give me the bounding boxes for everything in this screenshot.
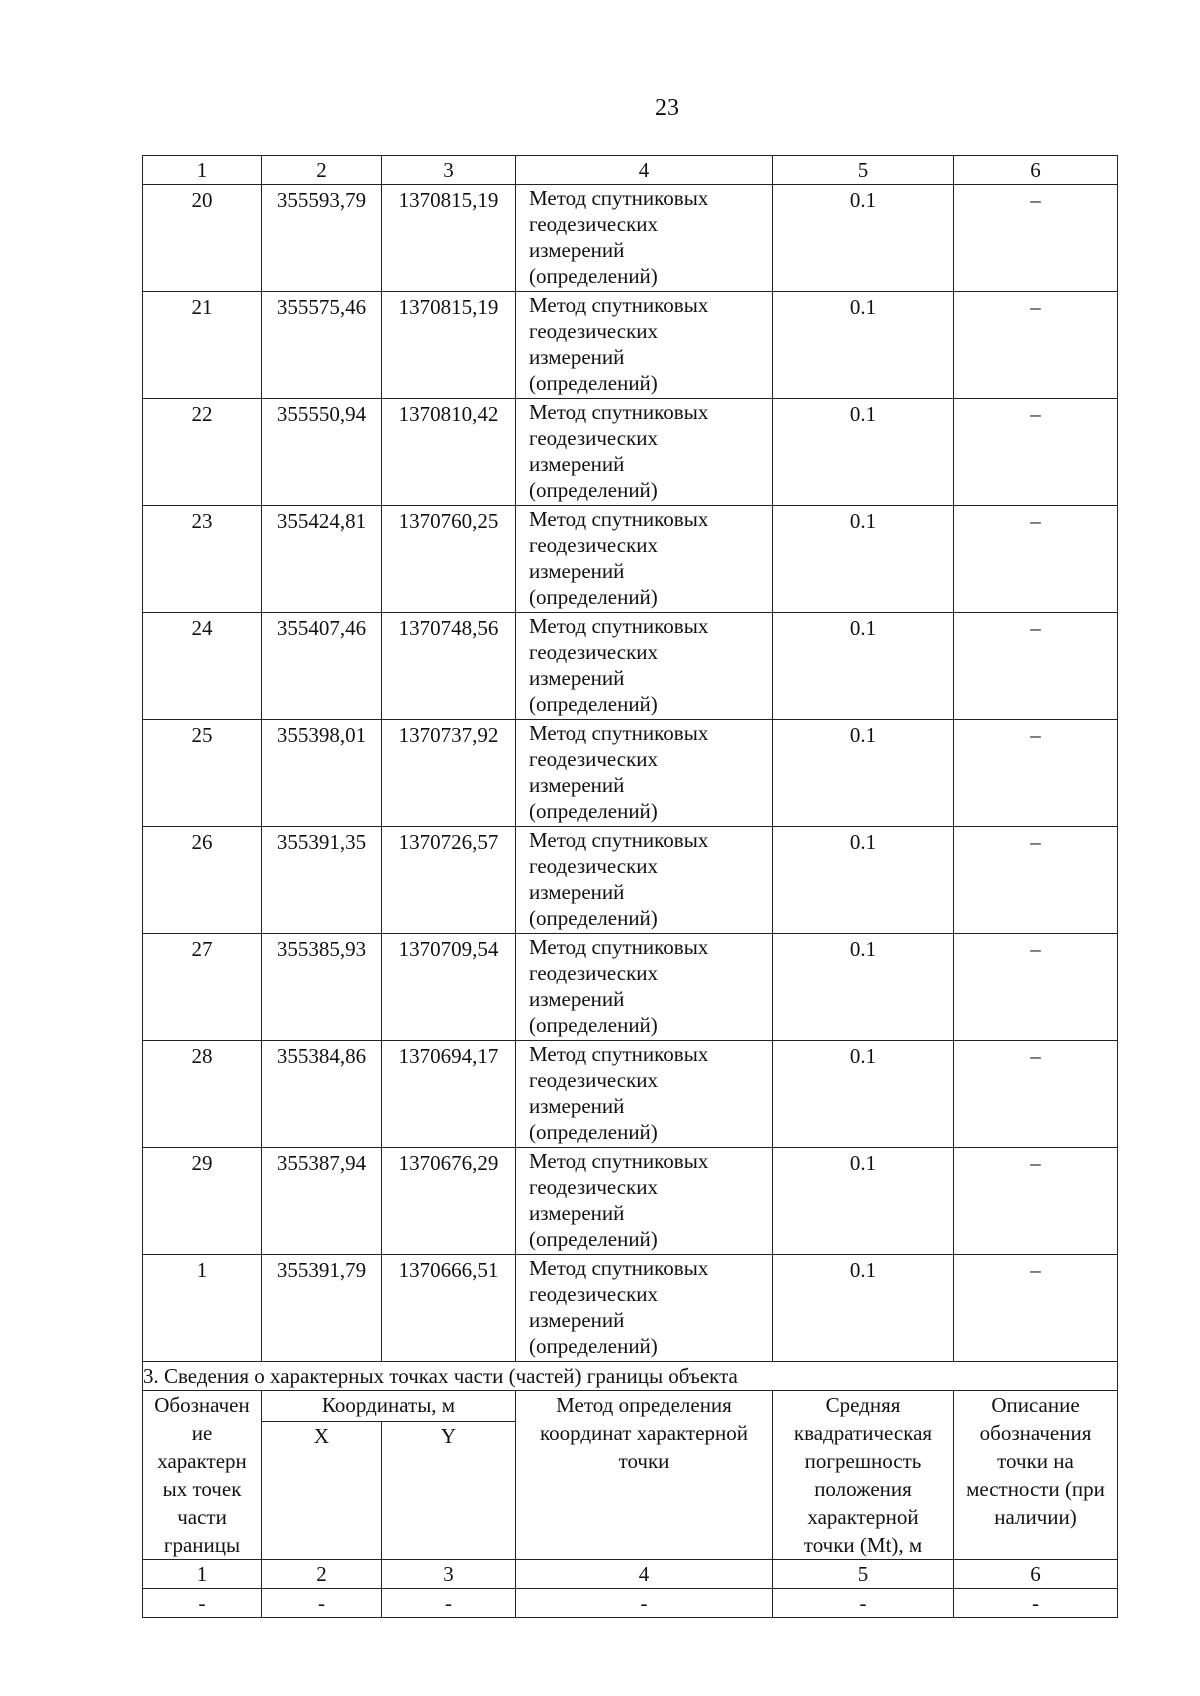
text-line: погрешность xyxy=(804,1449,922,1473)
section-3-col-number: 3 xyxy=(382,1560,516,1589)
point-number-cell: 25 xyxy=(143,720,262,827)
text-line: геодезических xyxy=(529,426,659,450)
text-line: (определений) xyxy=(529,1227,658,1251)
text-line: (определений) xyxy=(529,692,658,716)
point-number-cell: 20 xyxy=(143,185,262,292)
text-line: Метод спутниковых xyxy=(529,1149,709,1173)
text-line: (определений) xyxy=(529,371,658,395)
text-line: измерений xyxy=(529,1308,625,1332)
point-number-cell: 21 xyxy=(143,292,262,399)
description-cell: – xyxy=(954,1255,1118,1362)
text-line: Описание xyxy=(991,1393,1080,1417)
y-coordinate-cell: 1370676,29 xyxy=(382,1148,516,1255)
x-coordinate-cell: 355391,35 xyxy=(262,827,382,934)
section-3-empty-row xyxy=(143,1589,1118,1618)
table-row xyxy=(143,1148,1118,1255)
text-line: измерений xyxy=(529,559,625,583)
method-cell xyxy=(516,720,773,827)
table-row xyxy=(143,827,1118,934)
accuracy-cell: 0.1 xyxy=(773,292,954,399)
text-line: (определений) xyxy=(529,478,658,502)
text-line: точки (Mt), м xyxy=(803,1533,923,1557)
table-row xyxy=(143,292,1118,399)
empty-cell: - xyxy=(773,1589,954,1618)
text-line: измерений xyxy=(529,987,625,1011)
empty-cell: - xyxy=(516,1589,773,1618)
coordinates-header: Координаты, м xyxy=(262,1391,516,1422)
x-coordinate-cell: 355398,01 xyxy=(262,720,382,827)
empty-cell: - xyxy=(954,1589,1118,1618)
method-cell xyxy=(516,506,773,613)
text-line: характерной xyxy=(807,1505,919,1529)
accuracy-cell: 0.1 xyxy=(773,827,954,934)
text-line: точки на xyxy=(997,1449,1074,1473)
text-line: геодезических xyxy=(529,319,659,343)
method-header xyxy=(516,1391,773,1560)
text-line: части xyxy=(177,1505,227,1529)
text-line: ие xyxy=(191,1421,213,1445)
description-cell: – xyxy=(954,292,1118,399)
description-header xyxy=(954,1391,1118,1560)
section-title-row xyxy=(143,1362,1118,1391)
text-line: измерений xyxy=(529,345,625,369)
description-cell: – xyxy=(954,185,1118,292)
text-line: Метод определения xyxy=(556,1393,732,1417)
text-line: измерений xyxy=(529,773,625,797)
point-number-cell: 27 xyxy=(143,934,262,1041)
section-3-title: 3. Сведения о характерных точках части (частей) границы объекта xyxy=(143,1362,1118,1391)
header-col-6: 6 xyxy=(954,156,1118,185)
accuracy-cell: 0.1 xyxy=(773,1255,954,1362)
table-row xyxy=(143,399,1118,506)
point-number-cell: 24 xyxy=(143,613,262,720)
y-coordinate-cell: 1370760,25 xyxy=(382,506,516,613)
text-line: Метод спутниковых xyxy=(529,1256,709,1280)
method-cell xyxy=(516,1041,773,1148)
text-line: Метод спутниковых xyxy=(529,186,709,210)
method-cell xyxy=(516,934,773,1041)
text-line: Средняя xyxy=(825,1393,901,1417)
x-coordinate-cell: 355550,94 xyxy=(262,399,382,506)
table-row xyxy=(143,185,1118,292)
accuracy-cell: 0.1 xyxy=(773,1041,954,1148)
text-line: измерений xyxy=(529,666,625,690)
x-header: X xyxy=(262,1422,382,1560)
point-number-cell: 28 xyxy=(143,1041,262,1148)
table-row xyxy=(143,613,1118,720)
text-line: геодезических xyxy=(529,747,659,771)
text-line: геодезических xyxy=(529,533,659,557)
description-cell: – xyxy=(954,1041,1118,1148)
section-3-number-row xyxy=(143,1560,1118,1589)
boundary-points-table xyxy=(142,155,1118,1618)
description-cell: – xyxy=(954,613,1118,720)
text-line: характерн xyxy=(157,1449,247,1473)
y-coordinate-cell: 1370815,19 xyxy=(382,292,516,399)
method-cell xyxy=(516,1148,773,1255)
y-coordinate-cell: 1370709,54 xyxy=(382,934,516,1041)
section-3-col-number: 4 xyxy=(516,1560,773,1589)
point-number-cell: 23 xyxy=(143,506,262,613)
text-line: (определений) xyxy=(529,264,658,288)
description-cell: – xyxy=(954,827,1118,934)
text-line: Метод спутниковых xyxy=(529,828,709,852)
y-coordinate-cell: 1370726,57 xyxy=(382,827,516,934)
point-designation-header xyxy=(143,1391,262,1560)
y-coordinate-cell: 1370810,42 xyxy=(382,399,516,506)
accuracy-cell: 0.1 xyxy=(773,1148,954,1255)
x-coordinate-cell: 355575,46 xyxy=(262,292,382,399)
method-cell xyxy=(516,613,773,720)
section-3-col-number: 6 xyxy=(954,1560,1118,1589)
y-coordinate-cell: 1370737,92 xyxy=(382,720,516,827)
text-line: Метод спутниковых xyxy=(529,721,709,745)
table-row xyxy=(143,720,1118,827)
text-line: (определений) xyxy=(529,585,658,609)
text-line: геодезических xyxy=(529,640,659,664)
text-line: Обозначен xyxy=(154,1393,250,1417)
method-cell xyxy=(516,292,773,399)
description-cell: – xyxy=(954,720,1118,827)
text-line: измерений xyxy=(529,880,625,904)
accuracy-cell: 0.1 xyxy=(773,399,954,506)
text-line: геодезических xyxy=(529,854,659,878)
y-header: Y xyxy=(382,1422,516,1560)
text-line: Метод спутниковых xyxy=(529,400,709,424)
table-row xyxy=(143,1255,1118,1362)
column-number-header xyxy=(143,156,1118,185)
x-coordinate-cell: 355387,94 xyxy=(262,1148,382,1255)
text-line: геодезических xyxy=(529,1282,659,1306)
text-line: точки xyxy=(618,1449,670,1473)
text-line: Метод спутниковых xyxy=(529,614,709,638)
text-line: Метод спутниковых xyxy=(529,1042,709,1066)
accuracy-cell: 0.1 xyxy=(773,613,954,720)
text-line: наличии) xyxy=(994,1505,1077,1529)
y-coordinate-cell: 1370815,19 xyxy=(382,185,516,292)
section-3-col-number: 5 xyxy=(773,1560,954,1589)
section-3-header-row xyxy=(143,1391,1118,1422)
point-number-cell: 29 xyxy=(143,1148,262,1255)
accuracy-cell: 0.1 xyxy=(773,185,954,292)
point-number-cell: 26 xyxy=(143,827,262,934)
x-coordinate-cell: 355407,46 xyxy=(262,613,382,720)
text-line: измерений xyxy=(529,1094,625,1118)
text-line: геодезических xyxy=(529,212,659,236)
text-line: (определений) xyxy=(529,1013,658,1037)
text-line: (определений) xyxy=(529,906,658,930)
x-coordinate-cell: 355384,86 xyxy=(262,1041,382,1148)
method-cell xyxy=(516,827,773,934)
text-line: измерений xyxy=(529,1201,625,1225)
text-line: Метод спутниковых xyxy=(529,935,709,959)
description-cell: – xyxy=(954,1148,1118,1255)
y-coordinate-cell: 1370694,17 xyxy=(382,1041,516,1148)
x-coordinate-cell: 355424,81 xyxy=(262,506,382,613)
point-number-cell: 22 xyxy=(143,399,262,506)
text-line: измерений xyxy=(529,452,625,476)
x-coordinate-cell: 355391,79 xyxy=(262,1255,382,1362)
description-cell: – xyxy=(954,399,1118,506)
text-line: геодезических xyxy=(529,1175,659,1199)
text-line: геодезических xyxy=(529,961,659,985)
empty-cell: - xyxy=(382,1589,516,1618)
text-line: границы xyxy=(163,1533,241,1557)
accuracy-cell: 0.1 xyxy=(773,934,954,1041)
header-col-4: 4 xyxy=(516,156,773,185)
text-line: ых точек xyxy=(162,1477,242,1501)
text-line: Метод спутниковых xyxy=(529,507,709,531)
accuracy-header xyxy=(773,1391,954,1560)
empty-cell: - xyxy=(262,1589,382,1618)
accuracy-cell: 0.1 xyxy=(773,506,954,613)
y-coordinate-cell: 1370666,51 xyxy=(382,1255,516,1362)
text-line: (определений) xyxy=(529,1334,658,1358)
table-row xyxy=(143,1041,1118,1148)
section-3-col-number: 1 xyxy=(143,1560,262,1589)
section-3-col-number: 2 xyxy=(262,1560,382,1589)
header-col-2: 2 xyxy=(262,156,382,185)
header-col-1: 1 xyxy=(143,156,262,185)
text-line: (определений) xyxy=(529,1120,658,1144)
table-row xyxy=(143,934,1118,1041)
header-col-5: 5 xyxy=(773,156,954,185)
text-line: квадратическая xyxy=(793,1421,933,1445)
page-number: 23 xyxy=(655,95,679,121)
y-coordinate-cell: 1370748,56 xyxy=(382,613,516,720)
x-coordinate-cell: 355593,79 xyxy=(262,185,382,292)
text-line: (определений) xyxy=(529,799,658,823)
text-line: геодезических xyxy=(529,1068,659,1092)
description-cell: – xyxy=(954,506,1118,613)
method-cell xyxy=(516,399,773,506)
x-coordinate-cell: 355385,93 xyxy=(262,934,382,1041)
table-body xyxy=(143,156,1118,1618)
point-number-cell: 1 xyxy=(143,1255,262,1362)
text-line: Метод спутниковых xyxy=(529,293,709,317)
description-cell: – xyxy=(954,934,1118,1041)
method-cell xyxy=(516,185,773,292)
text-line: положения xyxy=(814,1477,912,1501)
method-cell xyxy=(516,1255,773,1362)
text-line: измерений xyxy=(529,238,625,262)
table-row xyxy=(143,506,1118,613)
text-line: местности (при xyxy=(966,1477,1105,1501)
header-col-3: 3 xyxy=(382,156,516,185)
text-line: координат характерной xyxy=(540,1421,748,1445)
accuracy-cell: 0.1 xyxy=(773,720,954,827)
empty-cell: - xyxy=(143,1589,262,1618)
text-line: обозначения xyxy=(979,1421,1092,1445)
